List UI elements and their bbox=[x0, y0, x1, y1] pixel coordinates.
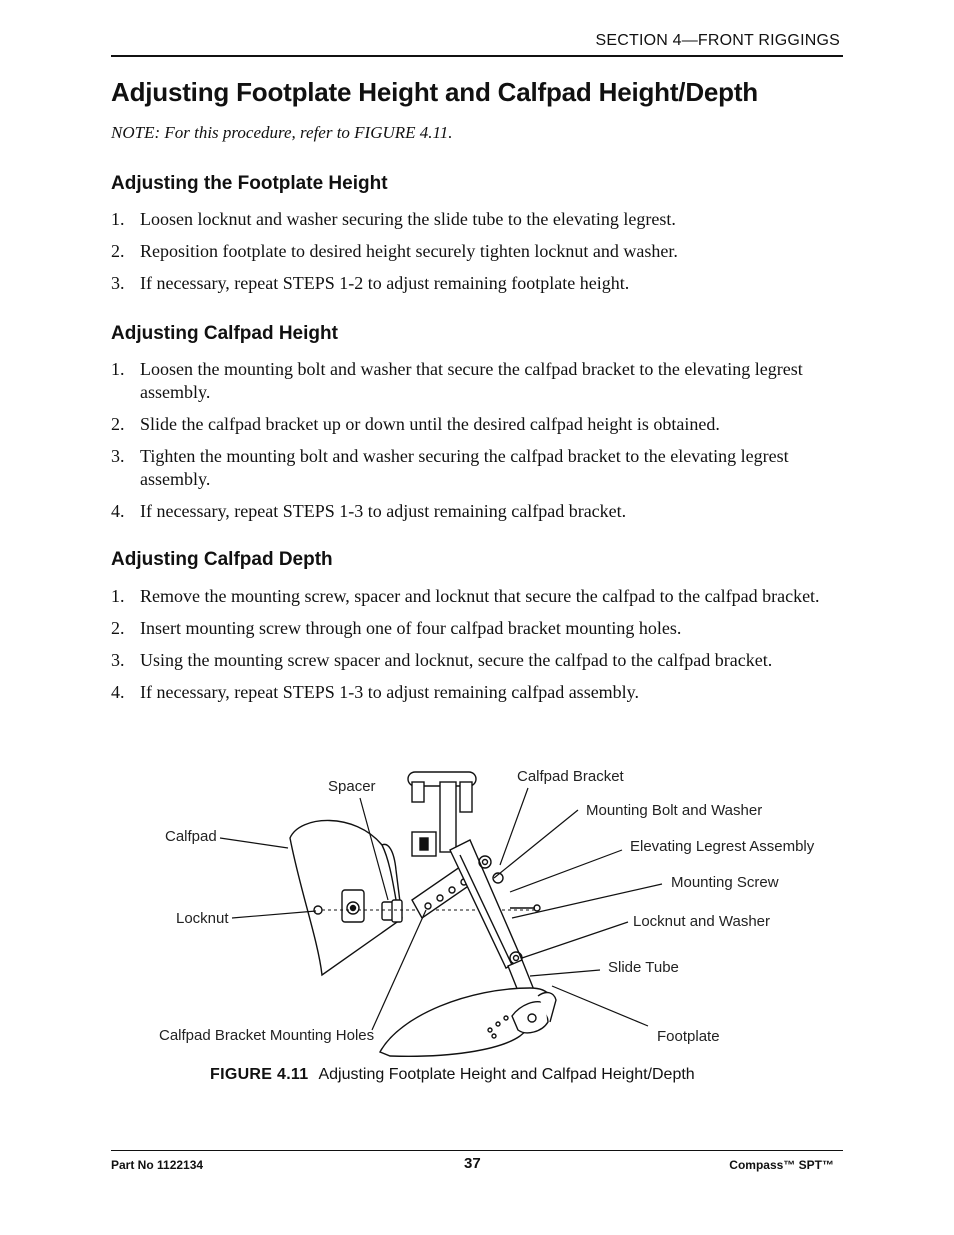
label-mounting-holes: Calfpad Bracket Mounting Holes bbox=[159, 1027, 375, 1044]
list-item bbox=[111, 445, 843, 491]
label-elevating-legrest: Elevating Legrest Assembly bbox=[630, 838, 815, 855]
step-text: Slide the calfpad bracket up or down until the desired calfpad height is obtained. bbox=[140, 414, 720, 434]
procedure-note: NOTE: For this procedure, refer to FIGURE 4.11. bbox=[111, 123, 453, 142]
step-number: 1. bbox=[111, 359, 125, 379]
section-heading-calfpad-height: Adjusting Calfpad Height bbox=[111, 323, 338, 344]
footplate-height-steps bbox=[111, 208, 843, 304]
step-number: 2. bbox=[111, 618, 125, 638]
page-number: 37 bbox=[464, 1155, 481, 1172]
list-item bbox=[111, 681, 843, 704]
calfpad-height-steps bbox=[111, 358, 843, 532]
footer-rule bbox=[111, 1150, 843, 1151]
header-rule bbox=[111, 55, 843, 57]
label-calfpad-bracket: Calfpad Bracket bbox=[517, 768, 624, 785]
step-text: If necessary, repeat STEPS 1-3 to adjust remaining calfpad bracket. bbox=[140, 501, 627, 521]
label-spacer: Spacer bbox=[328, 778, 376, 795]
step-number: 2. bbox=[111, 414, 125, 434]
step-number: 2. bbox=[111, 241, 125, 261]
step-text: Loosen locknut and washer securing the slide tube to the elevating legrest. bbox=[140, 209, 676, 229]
list-item bbox=[111, 500, 843, 523]
label-mounting-screw: Mounting Screw bbox=[671, 874, 779, 891]
list-item bbox=[111, 208, 843, 231]
figure-caption bbox=[210, 1066, 695, 1084]
step-text: If necessary, repeat STEPS 1-2 to adjust remaining footplate height. bbox=[140, 273, 630, 293]
figure-caption-text: Adjusting Footplate Height and Calfpad Height/Depth bbox=[318, 1066, 695, 1083]
calfpad-depth-steps bbox=[111, 585, 843, 713]
footer-product-name: Compass™ SPT™ bbox=[729, 1158, 834, 1172]
step-text: Using the mounting screw spacer and locknut, secure the calfpad to the calfpad bracket. bbox=[140, 650, 773, 670]
section-header: SECTION 4—FRONT RIGGINGS bbox=[595, 32, 840, 49]
list-item bbox=[111, 585, 843, 608]
label-calfpad: Calfpad bbox=[165, 828, 217, 845]
step-text: Tighten the mounting bolt and washer securing the calfpad bracket to the elevating legrest assembly. bbox=[140, 446, 789, 489]
figure-4-11 bbox=[150, 760, 830, 1060]
step-number: 4. bbox=[111, 501, 125, 521]
list-item bbox=[111, 413, 843, 436]
figure-number: FIGURE 4.11 bbox=[210, 1066, 309, 1083]
label-slide-tube: Slide Tube bbox=[608, 959, 679, 976]
section-heading-calfpad-depth: Adjusting Calfpad Depth bbox=[111, 549, 333, 570]
label-locknut-washer: Locknut and Washer bbox=[633, 913, 771, 930]
section-heading-footplate-height: Adjusting the Footplate Height bbox=[111, 173, 388, 194]
step-number: 4. bbox=[111, 682, 125, 702]
step-number: 3. bbox=[111, 446, 125, 466]
step-text: Loosen the mounting bolt and washer that secure the calfpad bracket to the elevating legrest assembly. bbox=[140, 359, 803, 402]
page-title: Adjusting Footplate Height and Calfpad Height/Depth bbox=[111, 77, 758, 107]
list-item bbox=[111, 617, 843, 640]
label-footplate: Footplate bbox=[657, 1028, 720, 1045]
step-number: 1. bbox=[111, 209, 125, 229]
list-item bbox=[111, 358, 843, 404]
legrest-diagram bbox=[150, 760, 830, 1060]
step-number: 3. bbox=[111, 273, 125, 293]
step-number: 3. bbox=[111, 650, 125, 670]
list-item bbox=[111, 272, 843, 295]
list-item bbox=[111, 649, 843, 672]
step-number: 1. bbox=[111, 586, 125, 606]
label-mounting-bolt: Mounting Bolt and Washer bbox=[586, 802, 763, 819]
step-text: Insert mounting screw through one of four calfpad bracket mounting holes. bbox=[140, 618, 682, 638]
label-locknut: Locknut bbox=[176, 910, 229, 927]
footer-part-number: Part No 1122134 bbox=[111, 1158, 204, 1172]
list-item bbox=[111, 240, 843, 263]
step-text: Reposition footplate to desired height securely tighten locknut and washer. bbox=[140, 241, 678, 261]
step-text: Remove the mounting screw, spacer and locknut that secure the calfpad to the calfpad bracket. bbox=[140, 586, 820, 606]
step-text: If necessary, repeat STEPS 1-3 to adjust remaining calfpad assembly. bbox=[140, 682, 640, 702]
